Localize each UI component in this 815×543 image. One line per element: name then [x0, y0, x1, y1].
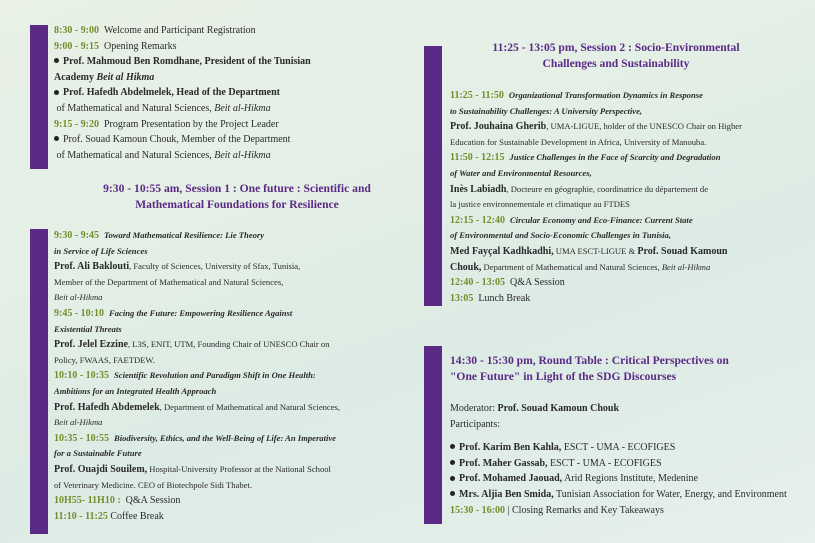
- time: 9:15 - 9:20: [54, 118, 99, 130]
- speaker: Prof. Jouhaina Gherib: [450, 121, 547, 133]
- time: 13:05: [450, 292, 474, 304]
- talk-title: in Service of Life Sciences: [54, 245, 148, 256]
- participant-affiliation: Arid Regions Institute, Medenine: [562, 473, 698, 485]
- affiliation: , L3S, ENIT, UTM, Founding Chair of UNESCO Chair on: [127, 339, 330, 350]
- time: 10:10 - 10:35: [54, 370, 109, 382]
- affiliation: Beit al-Hikma: [214, 149, 271, 161]
- bullet-icon: [54, 90, 59, 95]
- speaker: Prof. Souad Kamoun Chouk, Member of the Department: [63, 134, 291, 146]
- participant-name: Prof. Maher Gassab,: [459, 457, 548, 469]
- time: 8:30 - 9:00: [54, 25, 99, 36]
- roundtable-heading: [450, 353, 790, 385]
- speaker: Chouk,: [450, 261, 482, 273]
- affiliation: la justice environnementale et climatique au FTDES: [450, 199, 630, 210]
- talk-title: to Sustainability Challenges: A University Perspective,: [450, 105, 643, 116]
- affiliation: UMA ESCT-LIGUE &: [553, 245, 638, 256]
- speaker: Med Fayçal Kadhkadhi,: [450, 245, 554, 257]
- participant-affiliation: ESCT - UMA - ECOFIGES: [547, 457, 662, 469]
- accent-bar-session2: [424, 46, 442, 306]
- affiliation: , UMA-LIGUE, holder of the UNESCO Chair on Higher: [546, 121, 742, 132]
- time: 11:10 - 11:25: [54, 510, 108, 522]
- accent-bar-roundtable: [424, 346, 442, 524]
- item-text: Welcome and Participant Registration: [104, 25, 256, 36]
- talk-title: Organizational Transformation Dynamics in Response: [508, 90, 703, 100]
- speaker: Prof. Jelel Ezzine: [54, 339, 128, 351]
- affiliation: Beit al-Hikma: [661, 261, 711, 272]
- talk-title: of Environmental and Socio-Economic Challenges in Tunisia,: [450, 230, 672, 241]
- session2-title-line2: Challenges and Sustainability: [542, 57, 690, 70]
- talk-title: of Water and Environmental Resources,: [450, 167, 592, 178]
- talk-title: Ambitions for an Integrated Health Approach: [54, 385, 217, 396]
- participant-affiliation: Tunisian Association for Water, Energy, and Environment: [553, 488, 787, 500]
- participants-label: Participants:: [450, 418, 500, 430]
- talk-title: Facing the Future: Empowering Resilience Against: [109, 307, 293, 318]
- talk-title: for a Sustainable Future: [54, 448, 142, 459]
- talk-title: Biodiversity, Ethics, and the Well-Being of Life: An Imperative: [114, 432, 336, 443]
- time: 9:00 - 9:15: [54, 40, 99, 52]
- time: 9:30 - 9:45: [54, 230, 99, 241]
- accent-bar-opening: [30, 25, 48, 169]
- session1-block: [54, 228, 340, 524]
- speaker: Prof. Mahmoud Ben Romdhane, President of the Tunisian: [63, 56, 311, 68]
- time: 9:45 - 10:10: [54, 307, 104, 319]
- talk-title: Justice Challenges in the Face of Scarcity and Degradation: [509, 152, 721, 163]
- roundtable-title-line2: "One Future" in Light of the SDG Discourses: [450, 370, 677, 383]
- speaker: Academy: [54, 71, 97, 83]
- affiliation: Beit al-Hikma: [214, 102, 271, 114]
- bullet-icon: [450, 460, 455, 465]
- time: 10:35 - 10:55: [54, 432, 109, 444]
- roundtable-block: [450, 401, 787, 518]
- accent-bar-session1: [30, 229, 48, 534]
- participant-name: Prof. Karim Ben Kahla,: [459, 442, 562, 454]
- speaker: Prof. Ouajdi Souilem,: [54, 463, 148, 475]
- session2-title-line1: 11:25 - 13:05 pm, Session 2 : Socio-Environmental: [492, 41, 740, 54]
- time: 15:30 - 16:00: [450, 504, 505, 516]
- moderator-name: Prof. Souad Kamoun Chouk: [497, 403, 620, 414]
- affiliation: Policy, FWAAS, FAETDEW.: [54, 354, 155, 365]
- speaker: Inès Labiadh: [450, 183, 507, 195]
- affiliation: Department of Mathematical and Natural Sciences,: [481, 261, 662, 272]
- opening-block: [54, 23, 311, 163]
- participant-name: Mrs. Aljia Ben Smida,: [459, 488, 554, 500]
- session2-block: [450, 88, 742, 306]
- participant-name: Prof. Mohamed Jaouad,: [459, 473, 563, 485]
- bullet-icon: [450, 491, 455, 496]
- affiliation: Education for Sustainable Development in Africa, University of Manouba.: [450, 136, 707, 147]
- item-text: Q&A Session: [510, 277, 565, 289]
- time: 12:15 - 12:40: [450, 214, 505, 226]
- speaker: Prof. Hafedh Abdemelek: [54, 401, 160, 413]
- affiliation: of Mathematical and Natural Sciences,: [56, 149, 215, 161]
- affiliation: Beit al-Hikma: [54, 292, 103, 303]
- affiliation: , Department of Mathematical and Natural Sciences,: [159, 401, 341, 412]
- participant-affiliation: ESCT - UMA - ECOFIGES: [561, 442, 676, 454]
- bullet-icon: [450, 444, 455, 449]
- affiliation: Beit al Hikma: [96, 71, 155, 83]
- bullet-icon: [450, 476, 455, 481]
- time: 11:50 - 12:15: [450, 152, 505, 164]
- bullet-icon: [54, 136, 59, 141]
- item-text: Program Presentation by the Project Leader: [104, 118, 279, 130]
- item-text: | Closing Remarks and Key Takeaways: [505, 504, 664, 516]
- speaker: Prof. Hafedh Abdelmelek, Head of the Department: [63, 87, 281, 99]
- session1-heading: [54, 181, 420, 213]
- speaker: Prof. Souad Kamoun: [637, 245, 728, 257]
- time: 12:40 - 13:05: [450, 277, 505, 289]
- speaker: Prof. Ali Baklouti: [54, 261, 130, 273]
- affiliation: of Mathematical and Natural Sciences,: [56, 102, 215, 114]
- roundtable-title-line1: 14:30 - 15:30 pm, Round Table : Critical Perspectives on: [450, 354, 729, 367]
- affiliation: Beit al-Hikma: [54, 417, 103, 428]
- time: 11:25 - 11:50: [450, 90, 504, 101]
- session2-heading: [448, 40, 784, 72]
- item-text: Coffee Break: [110, 510, 164, 522]
- time: 10H55- 11H10 :: [54, 495, 121, 507]
- talk-title: Circular Economy and Eco-Finance: Current State: [510, 214, 693, 225]
- talk-title: Toward Mathematical Resilience: Lie Theory: [104, 230, 265, 240]
- bullet-icon: [54, 58, 59, 63]
- moderator-label: Moderator:: [450, 403, 498, 414]
- session1-title-line1: 9:30 - 10:55 am, Session 1 : One future : Scientific and: [103, 182, 371, 195]
- session1-title-line2: Mathematical Foundations for Resilience: [135, 198, 339, 211]
- affiliation: of Veterinary Medicine. CEO of Biotechpole Sidi Thabet.: [54, 479, 253, 490]
- affiliation: Member of the Department of Mathematical and Natural Sciences,: [54, 276, 284, 287]
- affiliation: Hospital-University Professor at the National School: [147, 463, 331, 474]
- affiliation: , Faculty of Sciences, University of Sfax, Tunisia,: [129, 261, 301, 272]
- item-text: Lunch Break: [478, 292, 531, 304]
- item-text: Opening Remarks: [104, 40, 177, 52]
- item-text: Q&A Session: [125, 495, 181, 507]
- talk-title: Scientific Revolution and Paradigm Shift in One Health:: [114, 370, 316, 381]
- talk-title: Existential Threats: [54, 323, 122, 334]
- affiliation: , Docteure en géographie, coordinatrice du département de: [506, 183, 709, 194]
